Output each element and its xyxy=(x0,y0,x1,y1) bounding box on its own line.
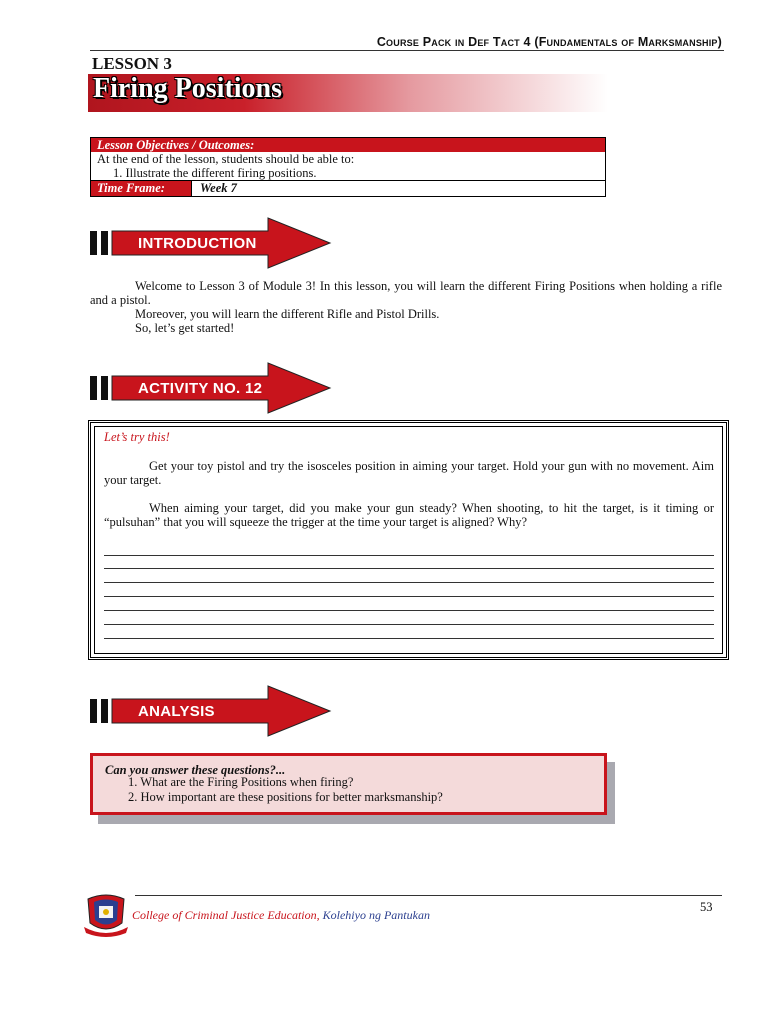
answer-line[interactable] xyxy=(104,610,714,611)
college-motto: Kolehiyo ng Pantukan xyxy=(322,908,430,922)
introduction-label: INTRODUCTION xyxy=(138,235,257,252)
answer-line[interactable] xyxy=(104,596,714,597)
introduction-text xyxy=(90,279,722,335)
intro-paragraph-3: So, let’s get started! xyxy=(135,321,235,335)
lesson-number: LESSON 3 xyxy=(92,54,172,73)
lesson-title: Firing Positions xyxy=(93,73,283,104)
activity-label: ACTIVITY NO. 12 xyxy=(138,380,263,397)
intro-paragraph-1: Welcome to Lesson 3 of Module 3! In this lesson, you will learn the different Firing Positions when holding a rifle and a pistol. xyxy=(90,279,722,307)
time-frame-label: Time Frame: xyxy=(91,181,192,196)
objectives-table xyxy=(90,137,606,197)
answer-line[interactable] xyxy=(104,638,714,639)
activity-banner xyxy=(88,362,333,414)
footer-rule xyxy=(135,895,722,896)
college-name: College of Criminal Justice Education, xyxy=(132,908,320,922)
college-crest-icon xyxy=(82,893,130,937)
footer-text xyxy=(132,908,430,923)
analysis-question: 2. How important are these positions for better marksmanship? xyxy=(128,790,443,804)
objectives-intro: At the end of the lesson, students should be able to: xyxy=(97,152,355,166)
page-number: 53 xyxy=(700,900,713,914)
analysis-question: 1. What are the Firing Positions when firing? xyxy=(128,775,354,789)
introduction-banner xyxy=(88,217,333,269)
answer-line[interactable] xyxy=(104,582,714,583)
objectives-body xyxy=(91,152,605,181)
time-frame-value: Week 7 xyxy=(200,181,237,195)
time-frame-row xyxy=(91,181,605,196)
objective-item: 1. Illustrate the different firing positions. xyxy=(113,166,317,180)
analysis-label: ANALYSIS xyxy=(138,703,215,720)
objectives-header: Lesson Objectives / Outcomes: xyxy=(91,138,605,152)
answer-line[interactable] xyxy=(104,555,714,556)
analysis-banner xyxy=(88,685,333,737)
answer-line[interactable] xyxy=(104,568,714,569)
activity-paragraph-1: Get your toy pistol and try the isosceles position in aiming your target. Hold your gun with no movement. Aim your target. xyxy=(104,459,714,487)
intro-paragraph-2: Moreover, you will learn the different Rifle and Pistol Drills. xyxy=(135,307,440,321)
header-rule xyxy=(90,50,724,51)
activity-tag: Let’s try this! xyxy=(104,430,170,444)
activity-paragraph-2: When aiming your target, did you make your gun steady? When shooting, to hit the target, is it timing or “pulsuhan” that you will squeeze the trigger at the time your target is aligned? Why? xyxy=(104,501,714,529)
running-header: Course Pack in Def Tact 4 (Fundamentals of Marksmanship) xyxy=(376,35,722,49)
answer-line[interactable] xyxy=(104,624,714,625)
analysis-question-header: Can you answer these questions?... xyxy=(105,763,286,777)
